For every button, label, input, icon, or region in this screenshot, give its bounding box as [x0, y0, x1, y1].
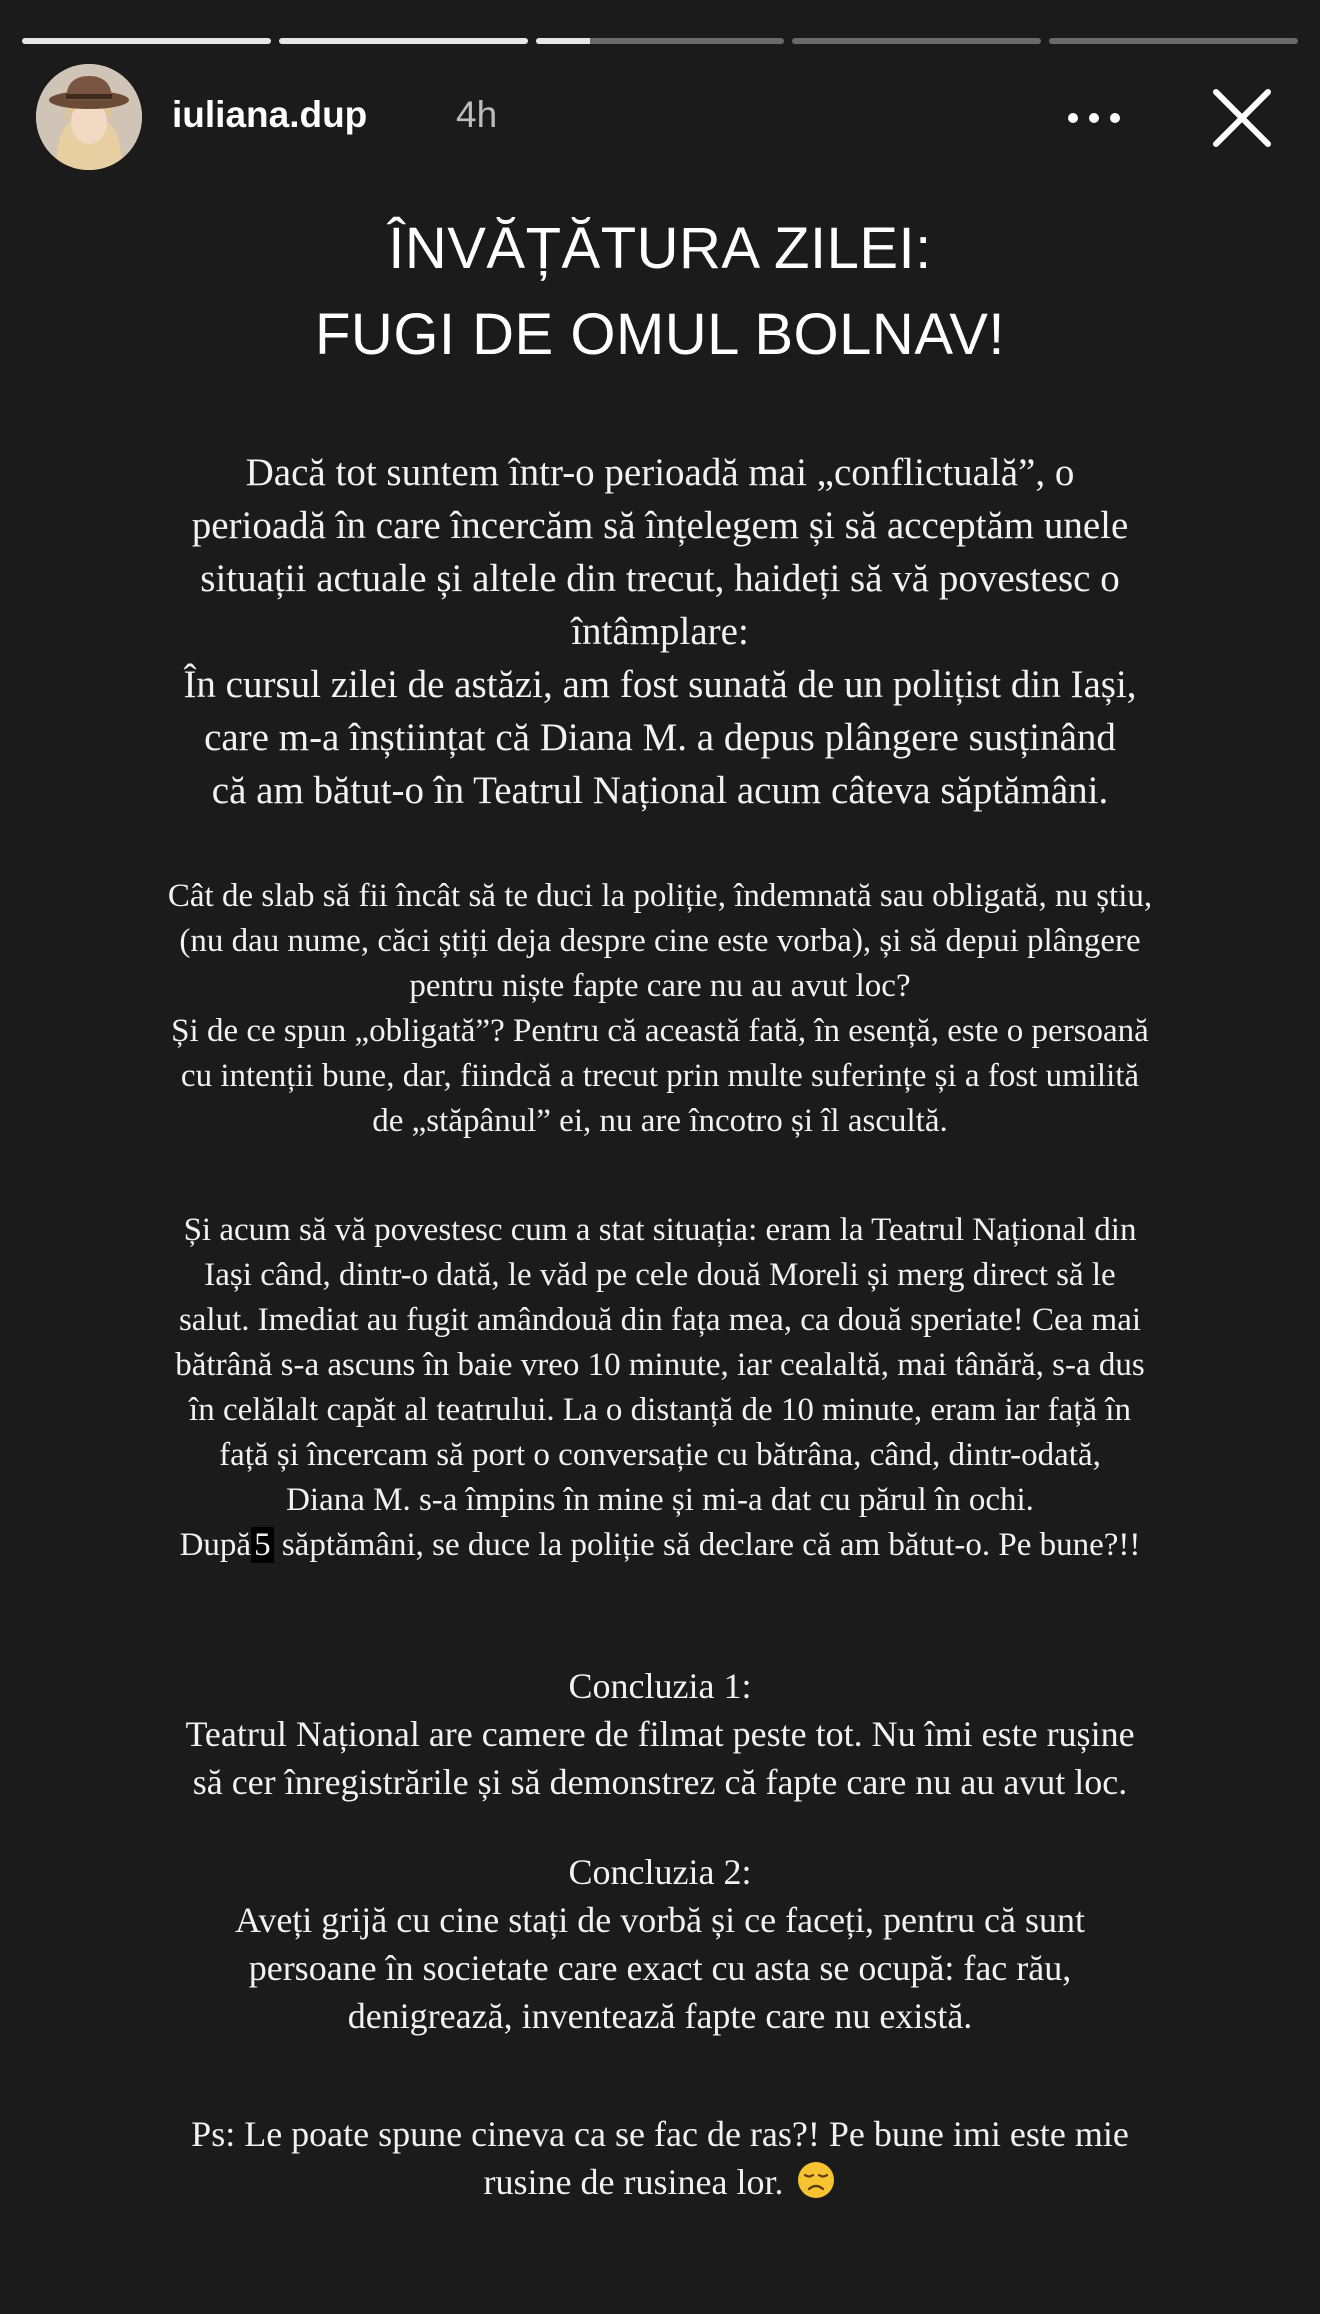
paragraph-line: Diana M. s-a împins în mine și mi-a dat cu părul în ochi.	[286, 1482, 1034, 1518]
more-horizontal-icon	[1066, 111, 1122, 125]
paragraph-2	[0, 874, 1320, 1144]
close-icon	[1206, 82, 1278, 154]
disappointed-face-icon	[796, 2160, 836, 2212]
conclusion-heading: Concluzia 2:	[568, 1852, 752, 1892]
paragraph-line: că am bătut-o în Teatrul Național acum câteva săptămâni.	[211, 769, 1109, 812]
progress-segment-1	[22, 38, 271, 44]
paragraph-line: Dacă tot suntem într-o perioadă mai „conflictuală”, o	[245, 451, 1075, 494]
paragraph-1	[0, 446, 1320, 817]
username[interactable]: iuliana.dup	[172, 94, 368, 135]
paragraph-line: În cursul zilei de astăzi, am fost sunată de un polițist din Iași,	[183, 663, 1137, 706]
paragraph-line: cu intenții bune, dar, fiindcă a trecut prin multe suferințe și a fost umilită	[180, 1058, 1140, 1094]
progress-segment-5	[1049, 38, 1298, 44]
conclusion-line: persoane în societate care exact cu asta se ocupă: fac rău,	[248, 1948, 1072, 1988]
conclusion-heading: Concluzia 1:	[568, 1666, 752, 1706]
paragraph-line: Iași când, dintr-o dată, le văd pe cele două Moreli și merg direct să le	[204, 1257, 1116, 1293]
paragraph-line: (nu dau nume, căci știți deja despre cine este vorba), și să depui plângere	[179, 923, 1141, 959]
conclusion-2	[0, 1848, 1320, 2040]
story-progress-bar	[22, 38, 1298, 44]
conclusion-1	[0, 1662, 1320, 1806]
ps-line-1: Ps: Le poate spune cineva ca se fac de ras?! Pe bune imi este mie	[191, 2114, 1129, 2154]
paragraph-line: față și încercam să port o conversație cu bătrâna, când, dintr-odată,	[219, 1437, 1101, 1473]
postscript	[0, 2110, 1320, 2212]
paragraph-line: de „stăpânul” ei, nu are încotro și îl ascultă.	[372, 1103, 948, 1139]
conclusion-line: Aveți grijă cu cine stați de vorbă și ce faceți, pentru că sunt	[235, 1900, 1085, 1940]
post-time: 4h	[456, 94, 498, 135]
progress-segment-3	[536, 38, 785, 44]
paragraph-line: care m-a înștiințat că Diana M. a depus plângere susținând	[204, 716, 1116, 759]
title-line-2: FUGI DE OMUL BOLNAV!	[315, 302, 1005, 367]
conclusion-line: să cer înregistrările și să demonstrez că fapte care nu au avut loc.	[192, 1762, 1128, 1802]
paragraph-line: întâmplare:	[571, 610, 749, 653]
text-after-highlight: săptămâni, se duce la poliție să declare că am bătut-o. Pe bune?!!	[281, 1527, 1141, 1563]
text-before-highlight: După	[179, 1527, 252, 1563]
paragraph-line: pentru niște fapte care nu au avut loc?	[409, 968, 911, 1004]
title-line-1: ÎNVĂȚĂTURA ZILEI:	[388, 216, 932, 281]
ps-line-2	[0, 2158, 1320, 2212]
paragraph-line: perioadă în care încercăm să înțelegem și să acceptăm unele	[191, 504, 1129, 547]
highlighted-number: 5	[251, 1527, 274, 1563]
more-options-button[interactable]	[1054, 88, 1134, 148]
avatar[interactable]	[36, 64, 142, 170]
paragraph-line: Și acum să vă povestesc cum a stat situația: eram la Teatrul Național din	[183, 1212, 1137, 1248]
paragraph-3	[0, 1208, 1320, 1568]
close-button[interactable]	[1206, 82, 1278, 154]
paragraph-line-last	[0, 1523, 1320, 1568]
paragraph-line: situații actuale și altele din trecut, haideți să vă povestesc o	[200, 557, 1120, 600]
paragraph-line: în celălalt capăt al teatrului. La o distanță de 10 minute, eram iar față în	[189, 1392, 1131, 1428]
progress-segment-2	[279, 38, 528, 44]
story-header	[36, 64, 1284, 174]
paragraph-line: Cât de slab să fii încât să te duci la poliție, îndemnată sau obligată, nu știu,	[167, 878, 1153, 914]
paragraph-line: Și de ce spun „obligată”? Pentru că această fată, în esență, este o persoană	[171, 1013, 1149, 1049]
paragraph-line: bătrână s-a ascuns în baie vreo 10 minute, iar cealaltă, mai tânără, s-a dus	[175, 1347, 1145, 1383]
paragraph-line: salut. Imediat au fugit amândouă din fața mea, ca două speriate! Cea mai	[178, 1302, 1142, 1338]
conclusion-line: Teatrul Național are camere de filmat peste tot. Nu îmi este rușine	[185, 1714, 1135, 1754]
ps-line-2-text: rusine de rusinea lor.	[483, 2162, 784, 2202]
story-title	[0, 206, 1320, 378]
conclusion-line: denigrează, inventează fapte care nu există.	[347, 1996, 973, 2036]
progress-segment-4	[792, 38, 1041, 44]
